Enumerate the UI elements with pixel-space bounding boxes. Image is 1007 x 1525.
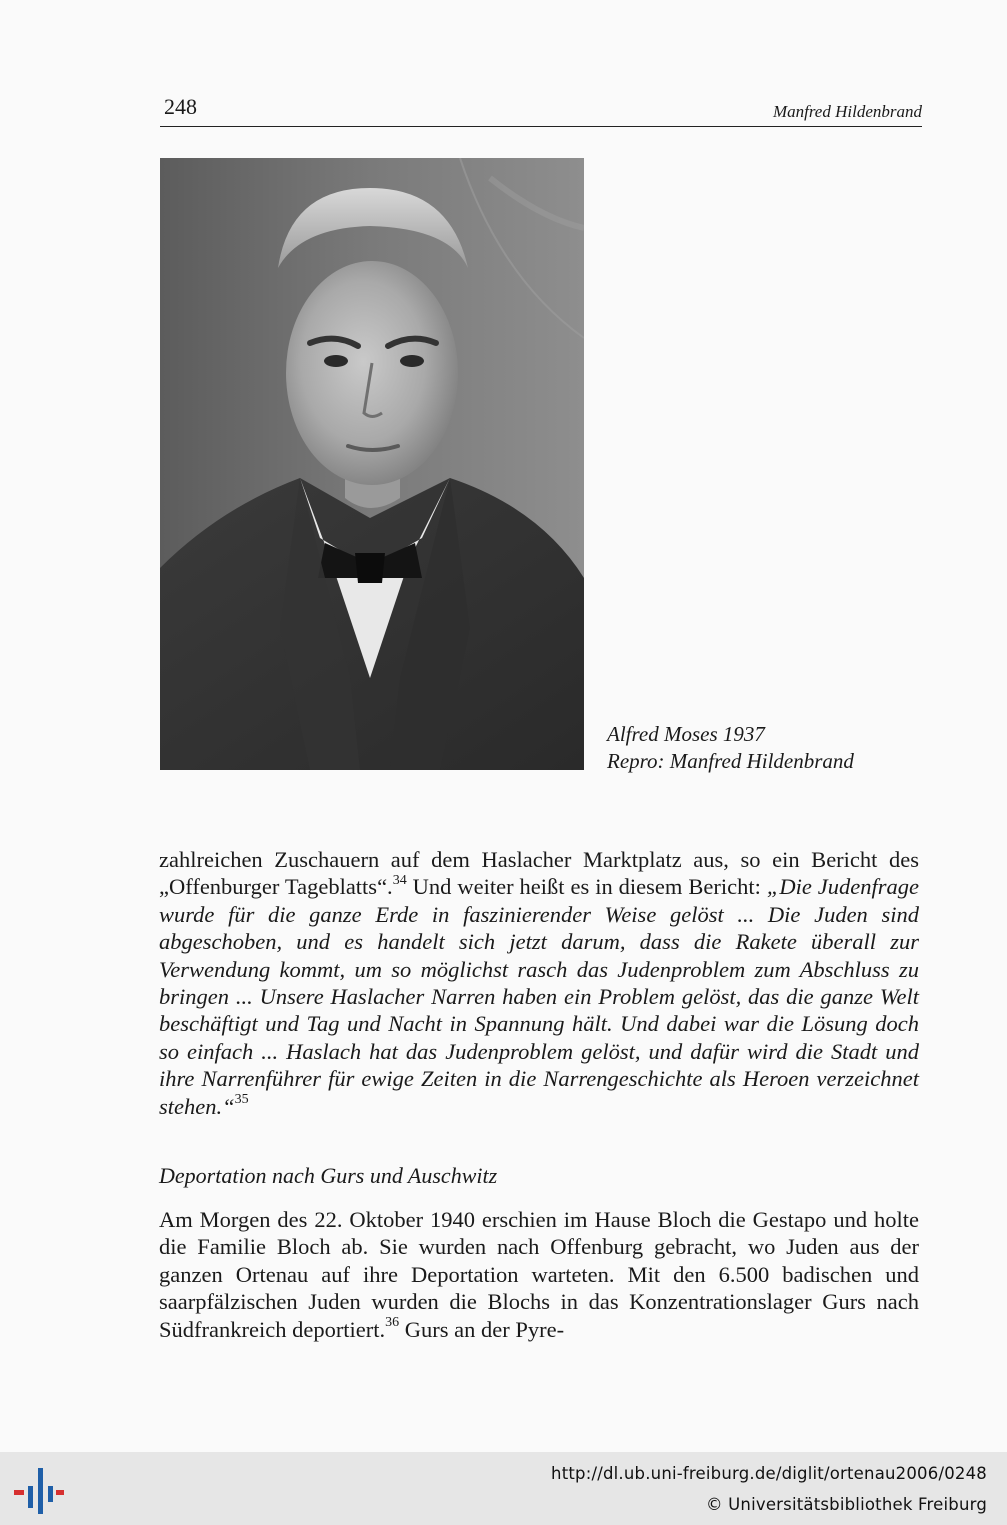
header-author: Manfred Hildenbrand xyxy=(772,102,922,121)
quoted-report: „Die Judenfrage wurde für die ganze Erde in faszinierender Weise gelöst ... Die Juden sind abgeschoben, und es handelt sich jetzt darum, dass die Rakete überall zur Verwendung kommt, um so möglichst rasch das Judenproblem zum Abschluss zu bringen ... Unsere Haslacher Narren haben ein Problem gelöst, das die ganze Welt beschäftigt und Tag und Nacht in Spannung hält. Und dabei war die Lösung doch so einfach ... Haslach hat das Judenproblem gelöst, und dafür wird die Stadt und ihre Narrenführer für ewige Zeiten in die Narrengeschichte als Heroen verzeichnet stehen.“ xyxy=(159,874,919,1119)
body-paragraph-1 xyxy=(159,846,919,1120)
paragraph-1-intro: zahlreichen Zuschauern auf dem Haslacher Marktplatz aus, so ein Bericht des „Offenburger Tageblatts“. xyxy=(159,847,919,900)
caption-title: Alfred Moses 1937 xyxy=(607,722,765,746)
caption-credit: Repro: Manfred Hildenbrand xyxy=(607,749,854,773)
section-heading: Deportation nach Gurs und Auschwitz xyxy=(159,1163,498,1188)
ub-freiburg-logo-icon xyxy=(12,1464,66,1518)
paragraph-1-mid: Und weiter heißt es in diesem Bericht: xyxy=(406,874,767,900)
footnote-marker-34: 34 xyxy=(392,872,407,888)
portrait-photo-image xyxy=(160,158,584,770)
body-paragraph-2 xyxy=(159,1206,919,1343)
copyright-notice: © Universitätsbibliothek Freiburg xyxy=(705,1495,987,1514)
portrait-photo xyxy=(160,158,584,770)
footnote-marker-36: 36 xyxy=(385,1315,400,1331)
figure-caption xyxy=(607,721,854,775)
running-header xyxy=(160,92,922,127)
library-footer xyxy=(0,1452,1007,1525)
page-number: 248 xyxy=(164,94,197,119)
footnote-marker-35: 35 xyxy=(234,1092,249,1108)
paragraph-2-text: Am Morgen des 22. Oktober 1940 erschien im Hause Bloch die Gestapo und holte die Familie Bloch ab. Sie wurden nach Offenburg gebracht, wo Juden aus der ganzen Ortenau auf ihre Deportation warteten. Mit den 6.500 badischen und saarpfälzischen Juden wurden die Blochs in das Konzentrationslager Gurs nach Südfrankreich deportiert. xyxy=(159,1207,919,1342)
paragraph-2-end: Gurs an der Pyre- xyxy=(399,1316,565,1342)
source-url[interactable]: http://dl.ub.uni-freiburg.de/diglit/ortenau2006/0248 xyxy=(551,1464,987,1483)
